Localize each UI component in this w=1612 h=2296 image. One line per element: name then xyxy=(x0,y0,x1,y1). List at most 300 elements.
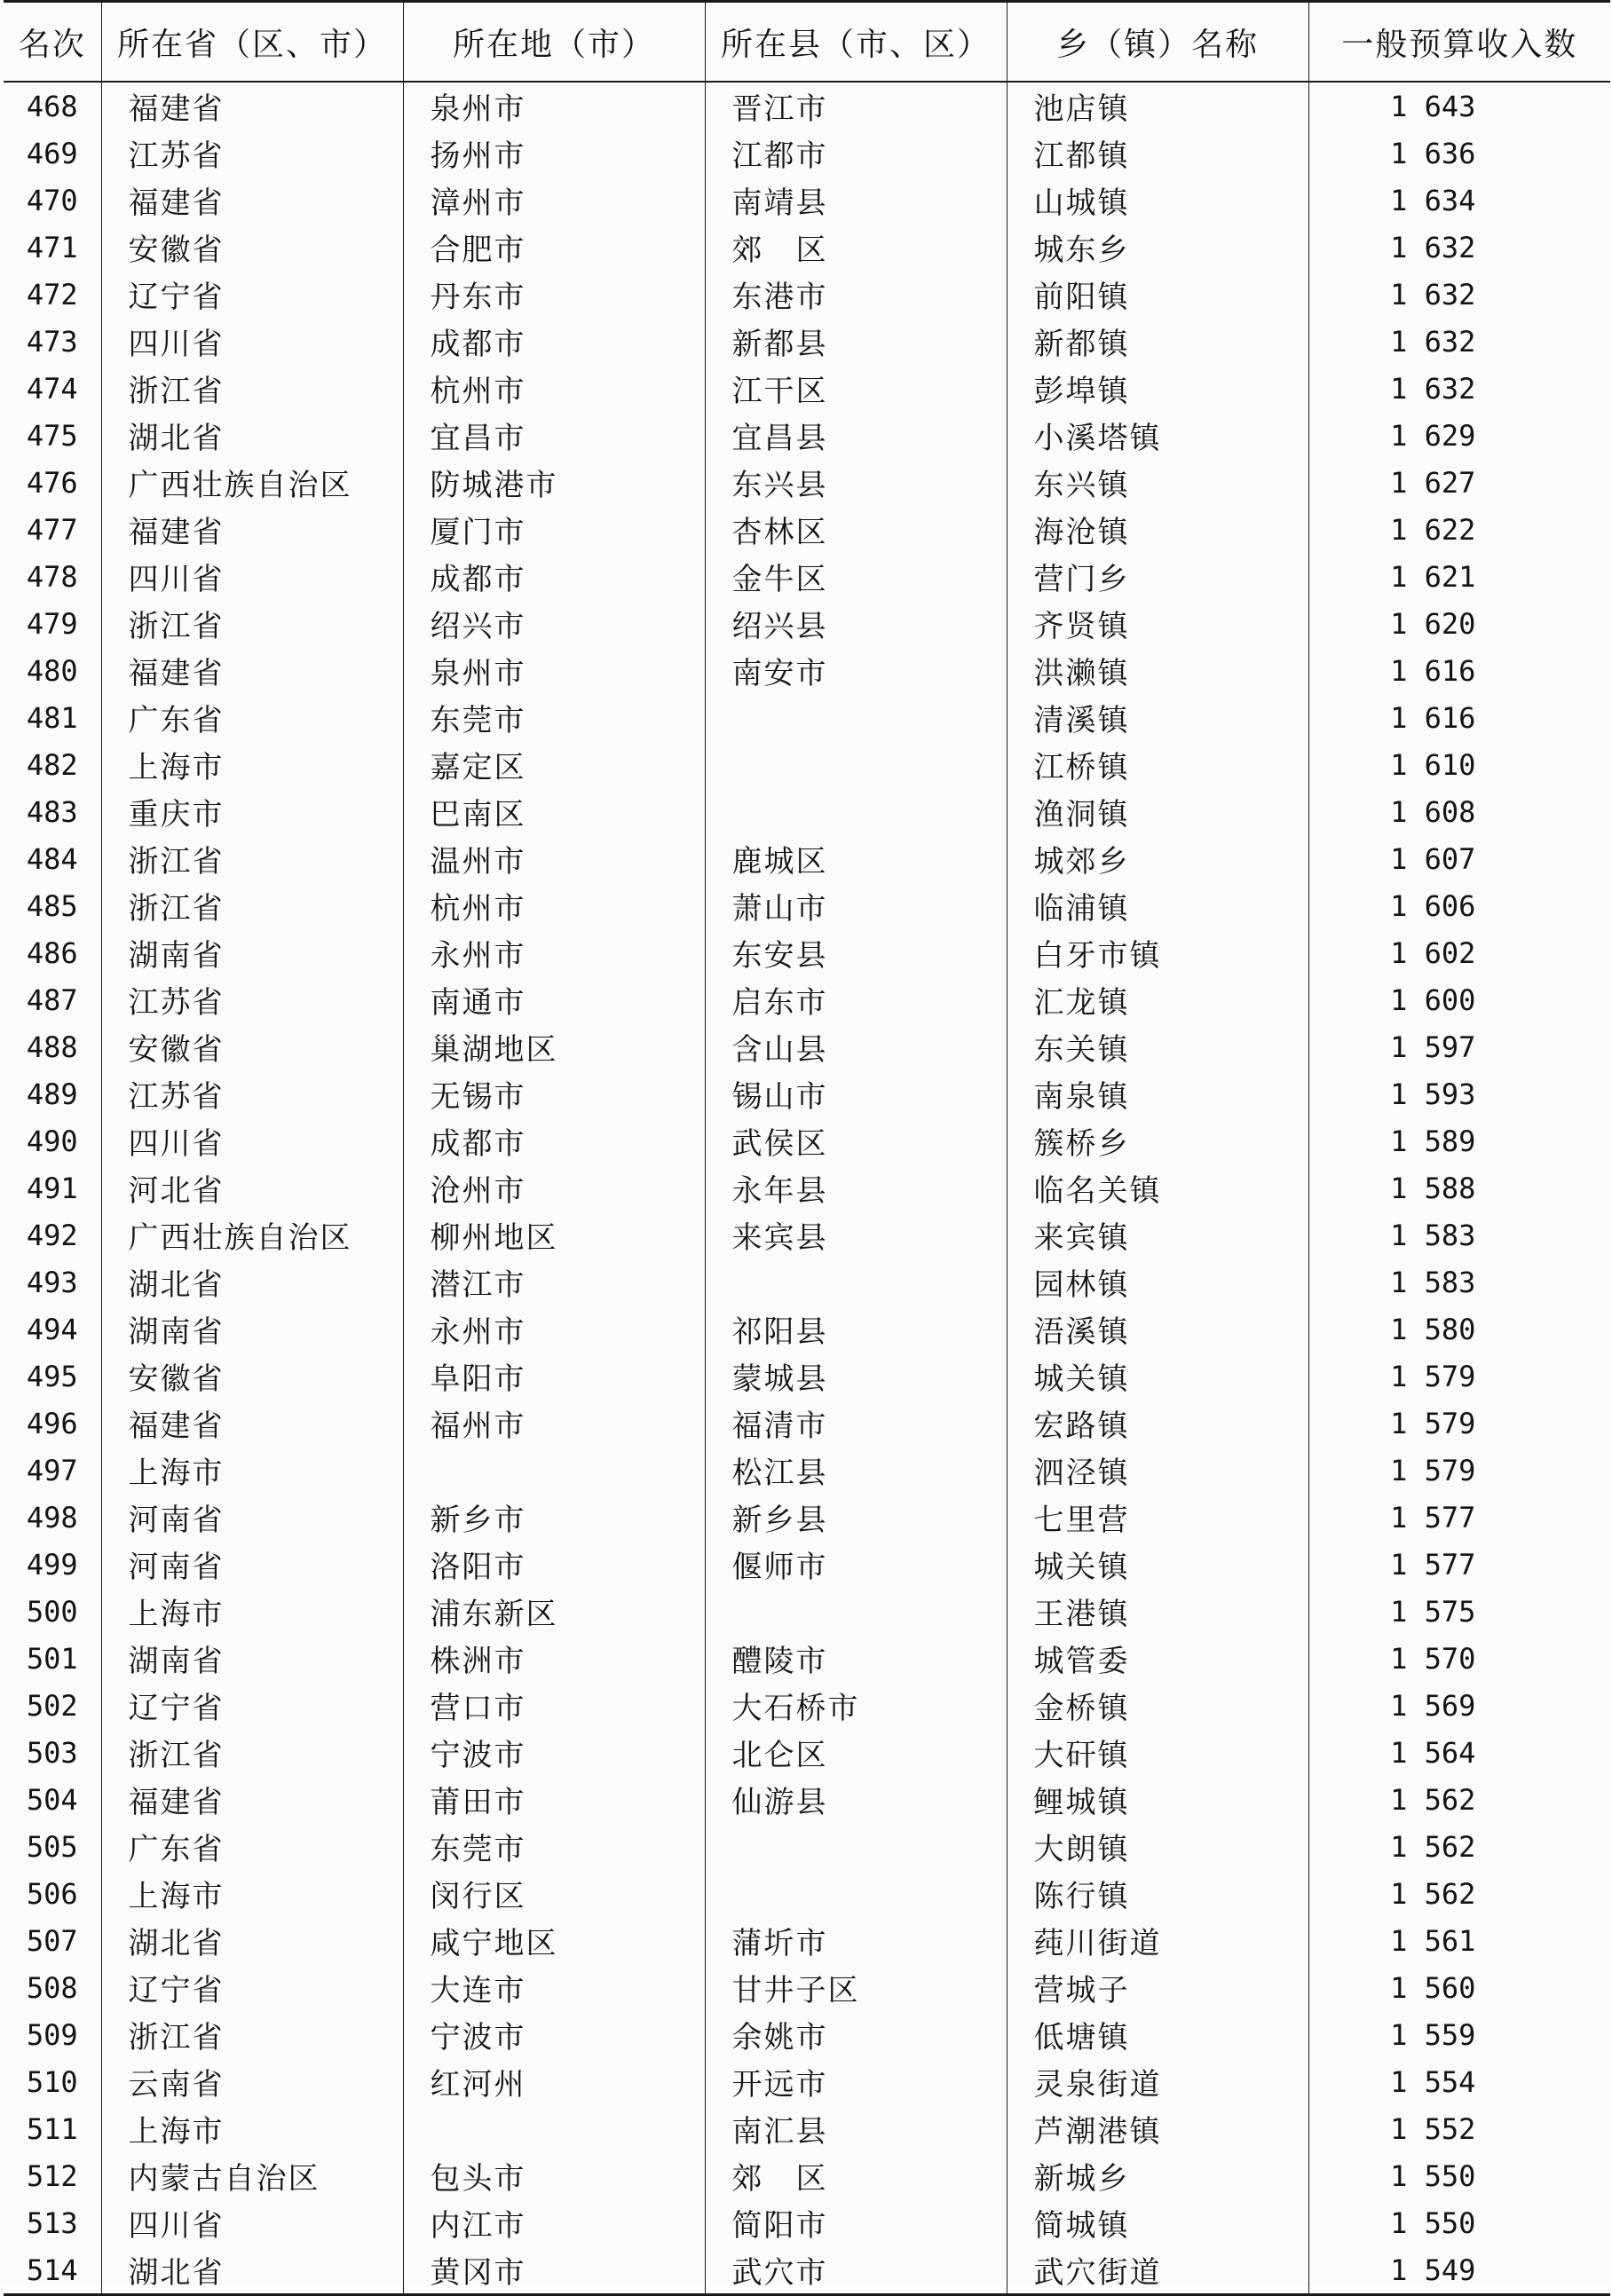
income-cell: 1 583 xyxy=(1308,1211,1610,1258)
province-cell: 重庆市 xyxy=(101,788,403,835)
county-cell: 武穴市 xyxy=(705,2246,1007,2295)
county-cell: 东兴县 xyxy=(705,459,1007,506)
province-cell: 湖北省 xyxy=(101,1917,403,1964)
table-row xyxy=(4,1070,1610,1117)
rank-cell: 510 xyxy=(4,2058,101,2105)
county-cell: 余姚市 xyxy=(705,2011,1007,2058)
province-cell: 江苏省 xyxy=(101,1070,403,1117)
header-income: 一般预算收入数 xyxy=(1308,2,1610,83)
table-row xyxy=(4,2105,1610,2152)
income-cell: 1 559 xyxy=(1308,2011,1610,2058)
city-cell: 无锡市 xyxy=(403,1070,705,1117)
table-row xyxy=(4,2058,1610,2105)
rank-cell: 507 xyxy=(4,1917,101,1964)
town-cell: 汇龙镇 xyxy=(1007,976,1308,1023)
province-cell: 福建省 xyxy=(101,1776,403,1823)
town-cell: 江桥镇 xyxy=(1007,741,1308,788)
county-cell: 含山县 xyxy=(705,1023,1007,1070)
income-cell: 1 577 xyxy=(1308,1541,1610,1588)
rank-cell: 504 xyxy=(4,1776,101,1823)
income-cell: 1 550 xyxy=(1308,2199,1610,2246)
county-cell: 松江县 xyxy=(705,1447,1007,1494)
table-row xyxy=(4,506,1610,553)
rank-cell: 481 xyxy=(4,694,101,741)
province-cell: 江苏省 xyxy=(101,976,403,1023)
table-row xyxy=(4,1964,1610,2011)
rank-cell: 471 xyxy=(4,224,101,271)
rank-cell: 497 xyxy=(4,1447,101,1494)
province-cell: 四川省 xyxy=(101,1117,403,1164)
rank-cell: 492 xyxy=(4,1211,101,1258)
income-cell: 1 620 xyxy=(1308,600,1610,647)
income-cell: 1 549 xyxy=(1308,2246,1610,2295)
province-cell: 江苏省 xyxy=(101,130,403,177)
city-cell: 沧州市 xyxy=(403,1164,705,1211)
province-cell: 上海市 xyxy=(101,1588,403,1635)
city-cell: 浦东新区 xyxy=(403,1588,705,1635)
income-cell: 1 602 xyxy=(1308,929,1610,976)
province-cell: 辽宁省 xyxy=(101,1964,403,2011)
town-cell: 城东乡 xyxy=(1007,224,1308,271)
table-row xyxy=(4,224,1610,271)
county-cell xyxy=(705,694,1007,741)
town-cell: 莼川街道 xyxy=(1007,1917,1308,1964)
town-cell: 鲤城镇 xyxy=(1007,1776,1308,1823)
county-cell: 偃师市 xyxy=(705,1541,1007,1588)
county-cell: 新都县 xyxy=(705,318,1007,365)
rank-cell: 470 xyxy=(4,177,101,224)
rank-cell: 477 xyxy=(4,506,101,553)
province-cell: 福建省 xyxy=(101,1400,403,1447)
province-cell: 广西壮族自治区 xyxy=(101,1211,403,1258)
table-row xyxy=(4,177,1610,224)
town-cell: 大朗镇 xyxy=(1007,1823,1308,1870)
rank-cell: 502 xyxy=(4,1682,101,1729)
table-row xyxy=(4,130,1610,177)
income-cell: 1 632 xyxy=(1308,365,1610,412)
table-header xyxy=(4,2,1610,83)
income-cell: 1 560 xyxy=(1308,1964,1610,2011)
town-cell: 城管委 xyxy=(1007,1635,1308,1682)
town-cell: 东关镇 xyxy=(1007,1023,1308,1070)
town-cell: 城郊乡 xyxy=(1007,835,1308,882)
town-cell: 洪濑镇 xyxy=(1007,647,1308,694)
province-cell: 福建省 xyxy=(101,82,403,130)
income-cell: 1 569 xyxy=(1308,1682,1610,1729)
province-cell: 湖南省 xyxy=(101,929,403,976)
rank-cell: 474 xyxy=(4,365,101,412)
income-cell: 1 583 xyxy=(1308,1258,1610,1306)
table-row xyxy=(4,82,1610,130)
city-cell: 漳州市 xyxy=(403,177,705,224)
rank-cell: 487 xyxy=(4,976,101,1023)
county-cell: 南汇县 xyxy=(705,2105,1007,2152)
province-cell: 内蒙古自治区 xyxy=(101,2152,403,2199)
rank-cell: 484 xyxy=(4,835,101,882)
province-cell: 安徽省 xyxy=(101,224,403,271)
rank-cell: 513 xyxy=(4,2199,101,2246)
city-cell: 潜江市 xyxy=(403,1258,705,1306)
income-cell: 1 632 xyxy=(1308,271,1610,318)
income-cell: 1 610 xyxy=(1308,741,1610,788)
province-cell: 云南省 xyxy=(101,2058,403,2105)
income-cell: 1 622 xyxy=(1308,506,1610,553)
income-cell: 1 636 xyxy=(1308,130,1610,177)
county-cell xyxy=(705,1588,1007,1635)
header-province: 所在省（区、市） xyxy=(101,2,403,83)
county-cell: 江干区 xyxy=(705,365,1007,412)
rank-cell: 506 xyxy=(4,1870,101,1917)
rank-cell: 478 xyxy=(4,553,101,600)
town-cell: 低塘镇 xyxy=(1007,2011,1308,2058)
town-cell: 海沧镇 xyxy=(1007,506,1308,553)
county-cell: 大石桥市 xyxy=(705,1682,1007,1729)
rank-cell: 472 xyxy=(4,271,101,318)
province-cell: 安徽省 xyxy=(101,1353,403,1400)
town-cell: 簇桥乡 xyxy=(1007,1117,1308,1164)
rank-cell: 505 xyxy=(4,1823,101,1870)
income-cell: 1 627 xyxy=(1308,459,1610,506)
county-cell: 江都市 xyxy=(705,130,1007,177)
income-cell: 1 588 xyxy=(1308,1164,1610,1211)
rank-cell: 469 xyxy=(4,130,101,177)
province-cell: 上海市 xyxy=(101,741,403,788)
county-cell: 开远市 xyxy=(705,2058,1007,2105)
rank-cell: 496 xyxy=(4,1400,101,1447)
city-cell xyxy=(403,1447,705,1494)
province-cell: 湖北省 xyxy=(101,1258,403,1306)
province-cell: 河南省 xyxy=(101,1541,403,1588)
income-cell: 1 593 xyxy=(1308,1070,1610,1117)
rank-cell: 473 xyxy=(4,318,101,365)
town-cell: 临浦镇 xyxy=(1007,882,1308,929)
province-cell: 辽宁省 xyxy=(101,271,403,318)
town-cell: 宏路镇 xyxy=(1007,1400,1308,1447)
rank-cell: 468 xyxy=(4,82,101,130)
city-cell: 丹东市 xyxy=(403,271,705,318)
county-cell: 启东市 xyxy=(705,976,1007,1023)
province-cell: 福建省 xyxy=(101,647,403,694)
town-cell: 渔洞镇 xyxy=(1007,788,1308,835)
header-city: 所在地（市） xyxy=(403,2,705,83)
province-cell: 湖北省 xyxy=(101,412,403,459)
table-row xyxy=(4,2152,1610,2199)
county-cell: 杏林区 xyxy=(705,506,1007,553)
city-cell: 杭州市 xyxy=(403,365,705,412)
province-cell: 四川省 xyxy=(101,553,403,600)
income-cell: 1 554 xyxy=(1308,2058,1610,2105)
county-cell xyxy=(705,1258,1007,1306)
town-cell: 芦潮港镇 xyxy=(1007,2105,1308,2152)
income-cell: 1 621 xyxy=(1308,553,1610,600)
town-cell: 新都镇 xyxy=(1007,318,1308,365)
city-cell: 成都市 xyxy=(403,553,705,600)
table-row xyxy=(4,412,1610,459)
town-cell: 彭埠镇 xyxy=(1007,365,1308,412)
county-cell xyxy=(705,741,1007,788)
city-cell: 扬州市 xyxy=(403,130,705,177)
income-cell: 1 606 xyxy=(1308,882,1610,929)
town-cell: 城关镇 xyxy=(1007,1353,1308,1400)
rank-cell: 476 xyxy=(4,459,101,506)
table-row xyxy=(4,1682,1610,1729)
province-cell: 湖南省 xyxy=(101,1635,403,1682)
income-cell: 1 580 xyxy=(1308,1306,1610,1353)
county-cell: 金牛区 xyxy=(705,553,1007,600)
city-cell: 成都市 xyxy=(403,318,705,365)
city-cell: 柳州地区 xyxy=(403,1211,705,1258)
town-cell: 齐贤镇 xyxy=(1007,600,1308,647)
income-cell: 1 564 xyxy=(1308,1729,1610,1776)
table-row xyxy=(4,1541,1610,1588)
town-cell: 大矸镇 xyxy=(1007,1729,1308,1776)
table-row xyxy=(4,1729,1610,1776)
city-cell: 巢湖地区 xyxy=(403,1023,705,1070)
province-cell: 安徽省 xyxy=(101,1023,403,1070)
county-cell: 南安市 xyxy=(705,647,1007,694)
rank-cell: 493 xyxy=(4,1258,101,1306)
town-cell: 清溪镇 xyxy=(1007,694,1308,741)
province-cell: 福建省 xyxy=(101,177,403,224)
town-cell: 南泉镇 xyxy=(1007,1070,1308,1117)
county-cell: 郊 区 xyxy=(705,224,1007,271)
rank-cell: 503 xyxy=(4,1729,101,1776)
province-cell: 浙江省 xyxy=(101,2011,403,2058)
table-row xyxy=(4,1400,1610,1447)
income-cell: 1 562 xyxy=(1308,1823,1610,1870)
town-cell: 王港镇 xyxy=(1007,1588,1308,1635)
table-row xyxy=(4,2011,1610,2058)
rank-cell: 495 xyxy=(4,1353,101,1400)
town-cell: 白牙市镇 xyxy=(1007,929,1308,976)
town-cell: 泗泾镇 xyxy=(1007,1447,1308,1494)
rank-cell: 486 xyxy=(4,929,101,976)
province-cell: 上海市 xyxy=(101,1447,403,1494)
county-cell xyxy=(705,788,1007,835)
income-cell: 1 561 xyxy=(1308,1917,1610,1964)
town-cell: 池店镇 xyxy=(1007,82,1308,130)
county-cell: 永年县 xyxy=(705,1164,1007,1211)
city-cell: 洛阳市 xyxy=(403,1541,705,1588)
city-cell: 包头市 xyxy=(403,2152,705,2199)
city-cell: 株洲市 xyxy=(403,1635,705,1682)
county-cell: 鹿城区 xyxy=(705,835,1007,882)
rank-cell: 475 xyxy=(4,412,101,459)
rank-cell: 501 xyxy=(4,1635,101,1682)
header-row xyxy=(4,2,1610,83)
county-cell: 晋江市 xyxy=(705,82,1007,130)
rank-cell: 499 xyxy=(4,1541,101,1588)
table-row xyxy=(4,1870,1610,1917)
city-cell: 成都市 xyxy=(403,1117,705,1164)
income-cell: 1 579 xyxy=(1308,1400,1610,1447)
province-cell: 河北省 xyxy=(101,1164,403,1211)
county-cell: 新乡县 xyxy=(705,1494,1007,1541)
table-row xyxy=(4,1023,1610,1070)
town-cell: 小溪塔镇 xyxy=(1007,412,1308,459)
income-cell: 1 607 xyxy=(1308,835,1610,882)
table-row xyxy=(4,788,1610,835)
city-cell: 南通市 xyxy=(403,976,705,1023)
income-cell: 1 579 xyxy=(1308,1447,1610,1494)
province-cell: 浙江省 xyxy=(101,1729,403,1776)
county-cell: 蒲圻市 xyxy=(705,1917,1007,1964)
table-row xyxy=(4,318,1610,365)
province-cell: 四川省 xyxy=(101,2199,403,2246)
income-cell: 1 608 xyxy=(1308,788,1610,835)
table-row xyxy=(4,835,1610,882)
table-row xyxy=(4,1447,1610,1494)
county-cell: 简阳市 xyxy=(705,2199,1007,2246)
county-cell xyxy=(705,1823,1007,1870)
rank-cell: 509 xyxy=(4,2011,101,2058)
county-cell: 来宾县 xyxy=(705,1211,1007,1258)
header-town: 乡（镇）名称 xyxy=(1007,2,1308,83)
city-cell: 闵行区 xyxy=(403,1870,705,1917)
income-cell: 1 577 xyxy=(1308,1494,1610,1541)
table-row xyxy=(4,929,1610,976)
table-row xyxy=(4,271,1610,318)
province-cell: 广东省 xyxy=(101,1823,403,1870)
town-cell: 营门乡 xyxy=(1007,553,1308,600)
ranking-table xyxy=(4,0,1610,2296)
table-row xyxy=(4,1823,1610,1870)
table-row xyxy=(4,882,1610,929)
province-cell: 福建省 xyxy=(101,506,403,553)
city-cell: 咸宁地区 xyxy=(403,1917,705,1964)
city-cell: 东莞市 xyxy=(403,694,705,741)
rank-cell: 491 xyxy=(4,1164,101,1211)
city-cell: 宁波市 xyxy=(403,1729,705,1776)
income-cell: 1 616 xyxy=(1308,694,1610,741)
table-row xyxy=(4,1117,1610,1164)
rank-cell: 490 xyxy=(4,1117,101,1164)
city-cell xyxy=(403,2105,705,2152)
town-cell: 来宾镇 xyxy=(1007,1211,1308,1258)
county-cell: 醴陵市 xyxy=(705,1635,1007,1682)
province-cell: 浙江省 xyxy=(101,600,403,647)
city-cell: 福州市 xyxy=(403,1400,705,1447)
town-cell: 营城子 xyxy=(1007,1964,1308,2011)
rank-cell: 488 xyxy=(4,1023,101,1070)
city-cell: 东莞市 xyxy=(403,1823,705,1870)
table-row xyxy=(4,1353,1610,1400)
county-cell: 南靖县 xyxy=(705,177,1007,224)
province-cell: 湖北省 xyxy=(101,2246,403,2295)
table-row xyxy=(4,553,1610,600)
province-cell: 河南省 xyxy=(101,1494,403,1541)
town-cell: 城关镇 xyxy=(1007,1541,1308,1588)
rank-cell: 480 xyxy=(4,647,101,694)
table-body xyxy=(4,82,1610,2295)
table-row xyxy=(4,459,1610,506)
income-cell: 1 552 xyxy=(1308,2105,1610,2152)
rank-cell: 508 xyxy=(4,1964,101,2011)
table-row xyxy=(4,365,1610,412)
province-cell: 浙江省 xyxy=(101,835,403,882)
income-cell: 1 562 xyxy=(1308,1776,1610,1823)
income-cell: 1 550 xyxy=(1308,2152,1610,2199)
income-cell: 1 629 xyxy=(1308,412,1610,459)
county-cell: 北仑区 xyxy=(705,1729,1007,1776)
city-cell: 绍兴市 xyxy=(403,600,705,647)
town-cell: 武穴街道 xyxy=(1007,2246,1308,2295)
city-cell: 杭州市 xyxy=(403,882,705,929)
table-row xyxy=(4,1917,1610,1964)
rank-cell: 514 xyxy=(4,2246,101,2295)
table-row xyxy=(4,1494,1610,1541)
rank-cell: 498 xyxy=(4,1494,101,1541)
city-cell: 营口市 xyxy=(403,1682,705,1729)
town-cell: 园林镇 xyxy=(1007,1258,1308,1306)
county-cell: 祁阳县 xyxy=(705,1306,1007,1353)
header-rank: 名次 xyxy=(4,2,101,83)
income-cell: 1 589 xyxy=(1308,1117,1610,1164)
city-cell: 嘉定区 xyxy=(403,741,705,788)
town-cell: 简城镇 xyxy=(1007,2199,1308,2246)
table-row xyxy=(4,1211,1610,1258)
city-cell: 新乡市 xyxy=(403,1494,705,1541)
city-cell: 防城港市 xyxy=(403,459,705,506)
town-cell: 七里营 xyxy=(1007,1494,1308,1541)
rank-cell: 511 xyxy=(4,2105,101,2152)
income-cell: 1 579 xyxy=(1308,1353,1610,1400)
city-cell: 宜昌市 xyxy=(403,412,705,459)
province-cell: 广东省 xyxy=(101,694,403,741)
town-cell: 浯溪镇 xyxy=(1007,1306,1308,1353)
city-cell: 厦门市 xyxy=(403,506,705,553)
province-cell: 上海市 xyxy=(101,2105,403,2152)
table-row xyxy=(4,741,1610,788)
town-cell: 新城乡 xyxy=(1007,2152,1308,2199)
town-cell: 东兴镇 xyxy=(1007,459,1308,506)
town-cell: 前阳镇 xyxy=(1007,271,1308,318)
city-cell: 内江市 xyxy=(403,2199,705,2246)
table-row xyxy=(4,2199,1610,2246)
income-cell: 1 643 xyxy=(1308,82,1610,130)
town-cell: 江都镇 xyxy=(1007,130,1308,177)
rank-cell: 485 xyxy=(4,882,101,929)
city-cell: 温州市 xyxy=(403,835,705,882)
table-row xyxy=(4,694,1610,741)
county-cell: 锡山市 xyxy=(705,1070,1007,1117)
town-cell: 金桥镇 xyxy=(1007,1682,1308,1729)
province-cell: 辽宁省 xyxy=(101,1682,403,1729)
county-cell: 东港市 xyxy=(705,271,1007,318)
rank-cell: 482 xyxy=(4,741,101,788)
table-row xyxy=(4,1776,1610,1823)
city-cell: 阜阳市 xyxy=(403,1353,705,1400)
county-cell: 萧山市 xyxy=(705,882,1007,929)
city-cell: 永州市 xyxy=(403,929,705,976)
county-cell xyxy=(705,1870,1007,1917)
table-row xyxy=(4,1588,1610,1635)
income-cell: 1 597 xyxy=(1308,1023,1610,1070)
province-cell: 四川省 xyxy=(101,318,403,365)
income-cell: 1 570 xyxy=(1308,1635,1610,1682)
province-cell: 上海市 xyxy=(101,1870,403,1917)
income-cell: 1 575 xyxy=(1308,1588,1610,1635)
table-row xyxy=(4,2246,1610,2295)
table-row xyxy=(4,1258,1610,1306)
county-cell: 仙游县 xyxy=(705,1776,1007,1823)
table-row xyxy=(4,647,1610,694)
city-cell: 泉州市 xyxy=(403,647,705,694)
rank-cell: 512 xyxy=(4,2152,101,2199)
town-cell: 陈行镇 xyxy=(1007,1870,1308,1917)
table-row xyxy=(4,600,1610,647)
rank-cell: 494 xyxy=(4,1306,101,1353)
